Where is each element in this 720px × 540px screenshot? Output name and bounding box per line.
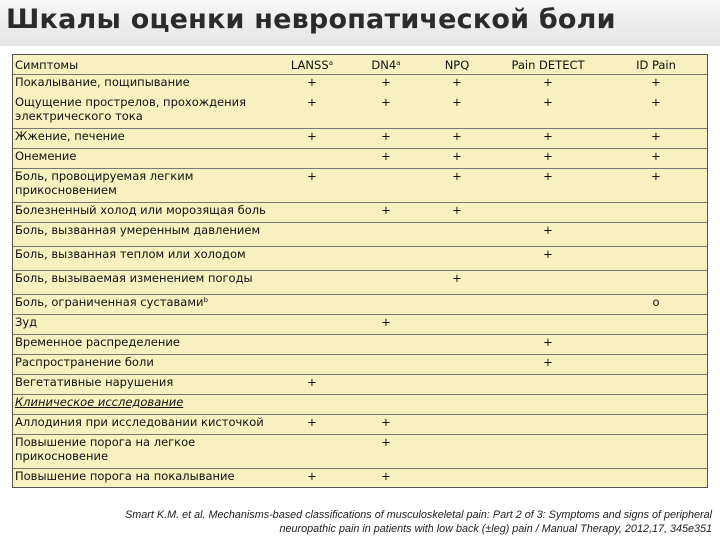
title-bar: [0, 0, 720, 46]
scale-mark: [423, 247, 491, 271]
scale-mark: +: [423, 169, 491, 203]
header-dn4: DN4ᵃ: [349, 55, 423, 75]
scale-mark: +: [275, 375, 349, 395]
scale-mark: [491, 415, 605, 435]
scale-mark: +: [423, 149, 491, 169]
table-row: [13, 149, 707, 169]
table-row: [13, 75, 707, 95]
table-row: [13, 169, 707, 203]
scale-mark: [491, 469, 605, 487]
slide-title: Шкалы оценки невропатической боли: [6, 4, 616, 35]
symptom-label: Зуд: [13, 315, 275, 335]
scale-mark: [275, 395, 349, 415]
symptom-label: Боль, вызываемая изменением погоды: [13, 271, 275, 295]
scale-mark: +: [543, 75, 553, 89]
symptom-label: Болезненный холод или морозящая боль: [13, 203, 275, 223]
header-lanss: LANSSᵃ: [275, 55, 349, 75]
symptom-label: Онемение: [13, 149, 275, 169]
symptom-label: Аллодиния при исследовании кисточкой: [13, 415, 275, 435]
scale-mark: +: [651, 75, 661, 89]
scale-mark: +: [349, 129, 423, 149]
symptom-label: Жжение, печение: [13, 129, 275, 149]
scale-mark: o: [605, 295, 707, 315]
scale-mark: [275, 355, 349, 375]
scale-mark: [423, 435, 491, 469]
table-row: [13, 435, 707, 469]
table-row: [13, 295, 707, 315]
table-row: [13, 129, 707, 149]
scale-mark: [423, 375, 491, 395]
scale-mark: +: [605, 129, 707, 149]
scale-mark: [491, 271, 605, 295]
scale-mark: +: [349, 203, 423, 223]
scale-mark: +: [381, 94, 391, 109]
scale-mark: [275, 203, 349, 223]
scale-mark: [605, 223, 707, 247]
symptom-label: Боль, вызванная умеренным давлением: [13, 223, 275, 247]
scale-mark: [423, 335, 491, 355]
table-row: [13, 223, 707, 247]
scale-mark: [423, 355, 491, 375]
scale-mark: [491, 295, 605, 315]
table-row: [13, 335, 707, 355]
symptom-label: Клиническое исследование: [13, 395, 275, 415]
symptom-label: Распространение боли: [13, 355, 275, 375]
scale-mark: [275, 295, 349, 315]
symptom-label: Боль, ограниченная суставамиᵇ: [13, 295, 275, 315]
symptom-label: Боль, провоцируемая легким прикосновением: [13, 169, 275, 203]
table-row: [13, 95, 707, 129]
scale-mark: [275, 149, 349, 169]
scale-mark: [605, 203, 707, 223]
scale-mark: [275, 335, 349, 355]
table-row: [13, 247, 707, 271]
scale-mark: [423, 469, 491, 487]
scale-mark: [605, 335, 707, 355]
symptom-label: Повышение порога на покалывание: [13, 469, 275, 487]
scale-mark: [349, 395, 423, 415]
table-row: [13, 415, 707, 435]
scale-mark: [491, 395, 605, 415]
scale-mark: +: [491, 169, 605, 203]
scale-mark: [275, 223, 349, 247]
scale-mark: [423, 395, 491, 415]
scale-mark: [605, 271, 707, 295]
symptom-label: Вегетативные нарушения: [13, 375, 275, 395]
scale-mark: [605, 375, 707, 395]
scale-mark: [275, 435, 349, 469]
scale-mark: +: [491, 223, 605, 247]
header-npq: NPQ: [423, 55, 491, 75]
scale-mark: +: [349, 469, 423, 487]
scale-mark: +: [491, 149, 605, 169]
scale-mark: +: [307, 94, 317, 109]
scale-mark: [605, 355, 707, 375]
scale-mark: [423, 415, 491, 435]
scale-mark: +: [605, 169, 707, 203]
table-row: [13, 315, 707, 335]
scale-mark: +: [491, 247, 605, 271]
header-pain-detect: Pain DETECT: [491, 55, 605, 75]
scale-mark: +: [423, 203, 491, 223]
scale-mark: [275, 271, 349, 295]
table-row: [13, 355, 707, 375]
scale-mark: [275, 315, 349, 335]
citation-line-1: Smart K.M. et al. Mechanisms-based classifications of musculoskeletal pain: Part 2 of 3: Symptoms and signs of peripheral: [125, 509, 712, 521]
scale-mark: +: [452, 94, 462, 109]
scale-mark: [349, 247, 423, 271]
scale-mark: +: [275, 169, 349, 203]
scale-mark: [423, 315, 491, 335]
scale-mark: +: [349, 315, 423, 335]
symptoms-table-container: [12, 54, 708, 488]
scale-mark: +: [307, 75, 317, 89]
scale-mark: [423, 223, 491, 247]
scale-mark: +: [423, 129, 491, 149]
table-row: [13, 395, 707, 415]
scale-mark: [349, 355, 423, 375]
header-id-pain: ID Pain: [605, 55, 707, 75]
scale-mark: [275, 247, 349, 271]
scale-mark: +: [491, 129, 605, 149]
table-row: [13, 469, 707, 487]
scale-mark: [605, 315, 707, 335]
scale-mark: [423, 295, 491, 315]
table-body: [13, 75, 707, 487]
scale-mark: [605, 415, 707, 435]
symptoms-table: [13, 55, 707, 487]
scale-mark: +: [349, 149, 423, 169]
symptom-label: Ощущение прострелов, прохождения электрического тока: [15, 94, 247, 123]
scale-mark: [491, 435, 605, 469]
symptom-label: Боль, вызванная теплом или холодом: [13, 247, 275, 271]
scale-mark: [605, 469, 707, 487]
header-symptoms: Симптомы: [13, 55, 275, 75]
scale-mark: +: [349, 435, 423, 469]
scale-mark: [349, 223, 423, 247]
scale-mark: +: [275, 129, 349, 149]
symptom-label: Повышение порога на легкое прикосновение: [13, 435, 275, 469]
scale-mark: [349, 295, 423, 315]
scale-mark: +: [452, 75, 462, 89]
table-row: [13, 375, 707, 395]
scale-mark: +: [423, 271, 491, 295]
table-header-row: [13, 55, 707, 75]
scale-mark: +: [275, 415, 349, 435]
citation-line-2: neuropathic pain in patients with low back (±leg) pain / Manual Therapy, 2012,17, 345e351: [279, 523, 712, 535]
scale-mark: [349, 169, 423, 203]
scale-mark: [605, 395, 707, 415]
scale-mark: +: [381, 75, 391, 89]
table-row: [13, 271, 707, 295]
scale-mark: [349, 271, 423, 295]
scale-mark: +: [491, 355, 605, 375]
scale-mark: +: [349, 415, 423, 435]
scale-mark: +: [651, 94, 661, 109]
symptom-label: Покалывание, пощипывание: [15, 75, 190, 89]
scale-mark: [349, 335, 423, 355]
scale-mark: [491, 375, 605, 395]
table-row: [13, 203, 707, 223]
citation: [22, 508, 712, 536]
scale-mark: +: [605, 149, 707, 169]
scale-mark: +: [543, 94, 553, 109]
scale-mark: [491, 203, 605, 223]
scale-mark: [349, 375, 423, 395]
scale-mark: [491, 315, 605, 335]
scale-mark: [605, 247, 707, 271]
scale-mark: [605, 435, 707, 469]
scale-mark: +: [491, 335, 605, 355]
symptom-label: Временное распределение: [13, 335, 275, 355]
scale-mark: +: [275, 469, 349, 487]
